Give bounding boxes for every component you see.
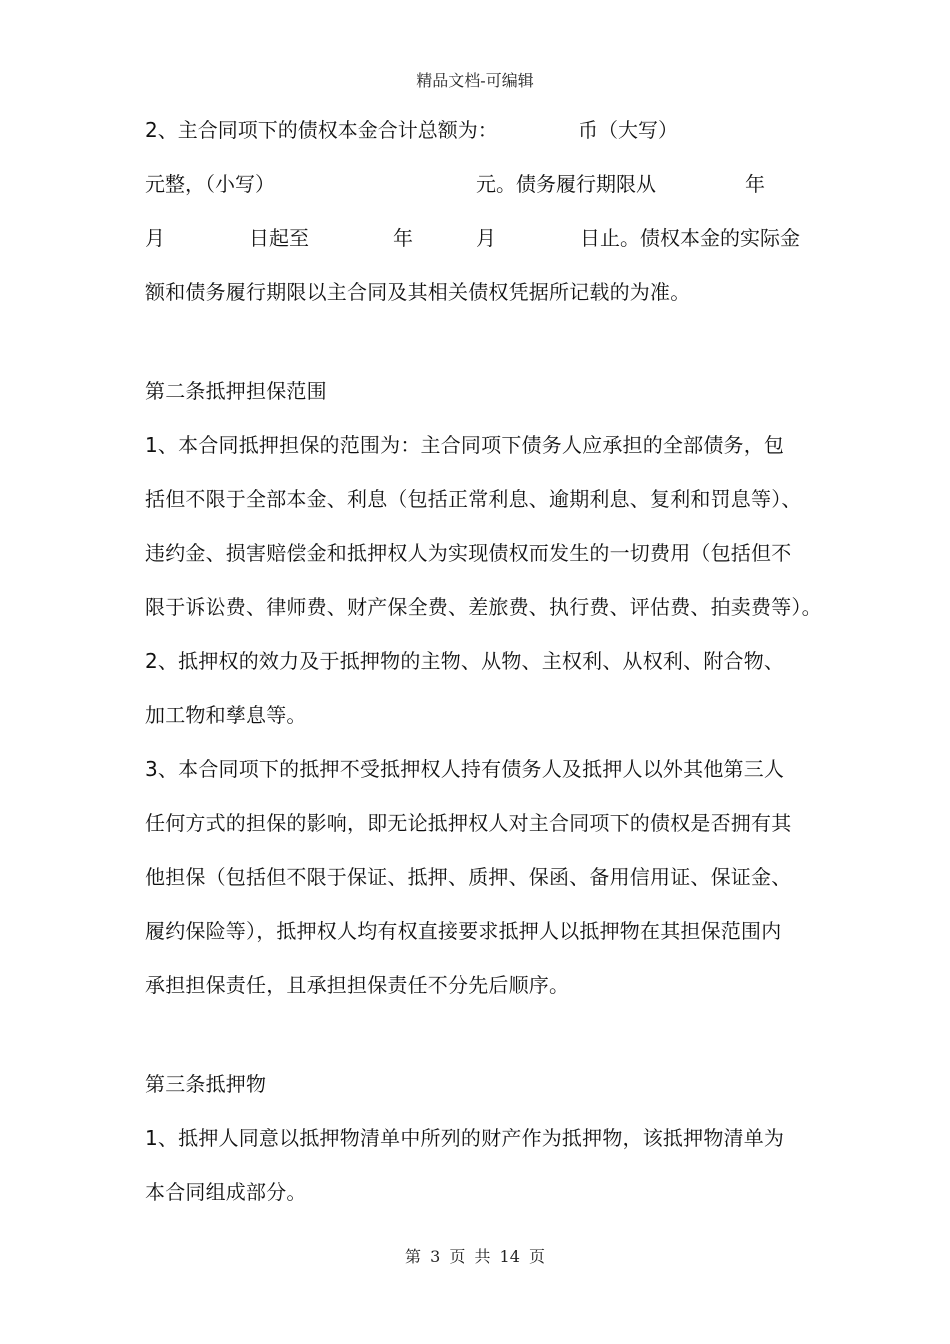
amount-clause-line3-year: 年 — [393, 226, 413, 250]
amount-clause-line3-rest: 日止。债权本金的实际金 — [580, 226, 800, 250]
page-footer: 第 3 页 共 14 页 — [405, 1247, 545, 1266]
article2-line: 2、抵押权的效力及于抵押物的主物、从物、主权利、从权利、附合物、 — [145, 649, 785, 673]
article2-line: 限于诉讼费、律师费、财产保全费、差旅费、执行费、评估费、拍卖费等）。 — [145, 595, 822, 619]
article2-line: 承担担保责任，且承担担保责任不分先后顺序。 — [145, 973, 570, 997]
amount-clause-line1-currency: 币（大写） — [578, 118, 678, 142]
article2-line: 履约保险等），抵押权人均有权直接要求抵押人以抵押物在其担保范围内 — [145, 919, 782, 943]
amount-clause-line2-term: 元。债务履行期限从 — [476, 172, 656, 196]
amount-clause-line3-month2: 月 — [476, 226, 496, 250]
article3-title: 第三条抵押物 — [145, 1072, 267, 1096]
article2-line: 3、本合同项下的抵押不受抵押权人持有债务人及抵押人以外其他第三人 — [145, 757, 785, 781]
amount-clause-line1-start: 2、主合同项下的债权本金合计总额为： — [145, 118, 498, 142]
amount-clause-line2-year: 年 — [745, 172, 765, 196]
amount-clause-line3-day-from: 日起至 — [249, 226, 309, 250]
article2-title: 第二条抵押担保范围 — [145, 379, 327, 403]
article3-line: 本合同组成部分。 — [145, 1180, 307, 1204]
article2-line: 违约金、损害赔偿金和抵押权人为实现债权而发生的一切费用（包括但不 — [145, 541, 792, 565]
article2-line: 加工物和孳息等。 — [145, 703, 307, 727]
article2-line: 任何方式的担保的影响，即无论抵押权人对主合同项下的债权是否拥有其 — [145, 811, 792, 835]
amount-clause-line2-start: 元整，（小写） — [145, 172, 275, 196]
amount-clause-line4: 额和债务履行期限以主合同及其相关债权凭据所记载的为准。 — [145, 280, 691, 304]
amount-clause-line3-month: 月 — [145, 226, 165, 250]
page-header: 精品文档-可编辑 — [416, 71, 534, 90]
article2-line: 括但不限于全部本金、利息（包括正常利息、逾期利息、复利和罚息等）、 — [145, 487, 802, 511]
article3-line: 1、抵押人同意以抵押物清单中所列的财产作为抵押物，该抵押物清单为 — [145, 1126, 785, 1150]
article2-line: 1、本合同抵押担保的范围为：主合同项下债务人应承担的全部债务，包 — [145, 433, 785, 457]
article2-line: 他担保（包括但不限于保证、抵押、质押、保函、备用信用证、保证金、 — [145, 865, 792, 889]
